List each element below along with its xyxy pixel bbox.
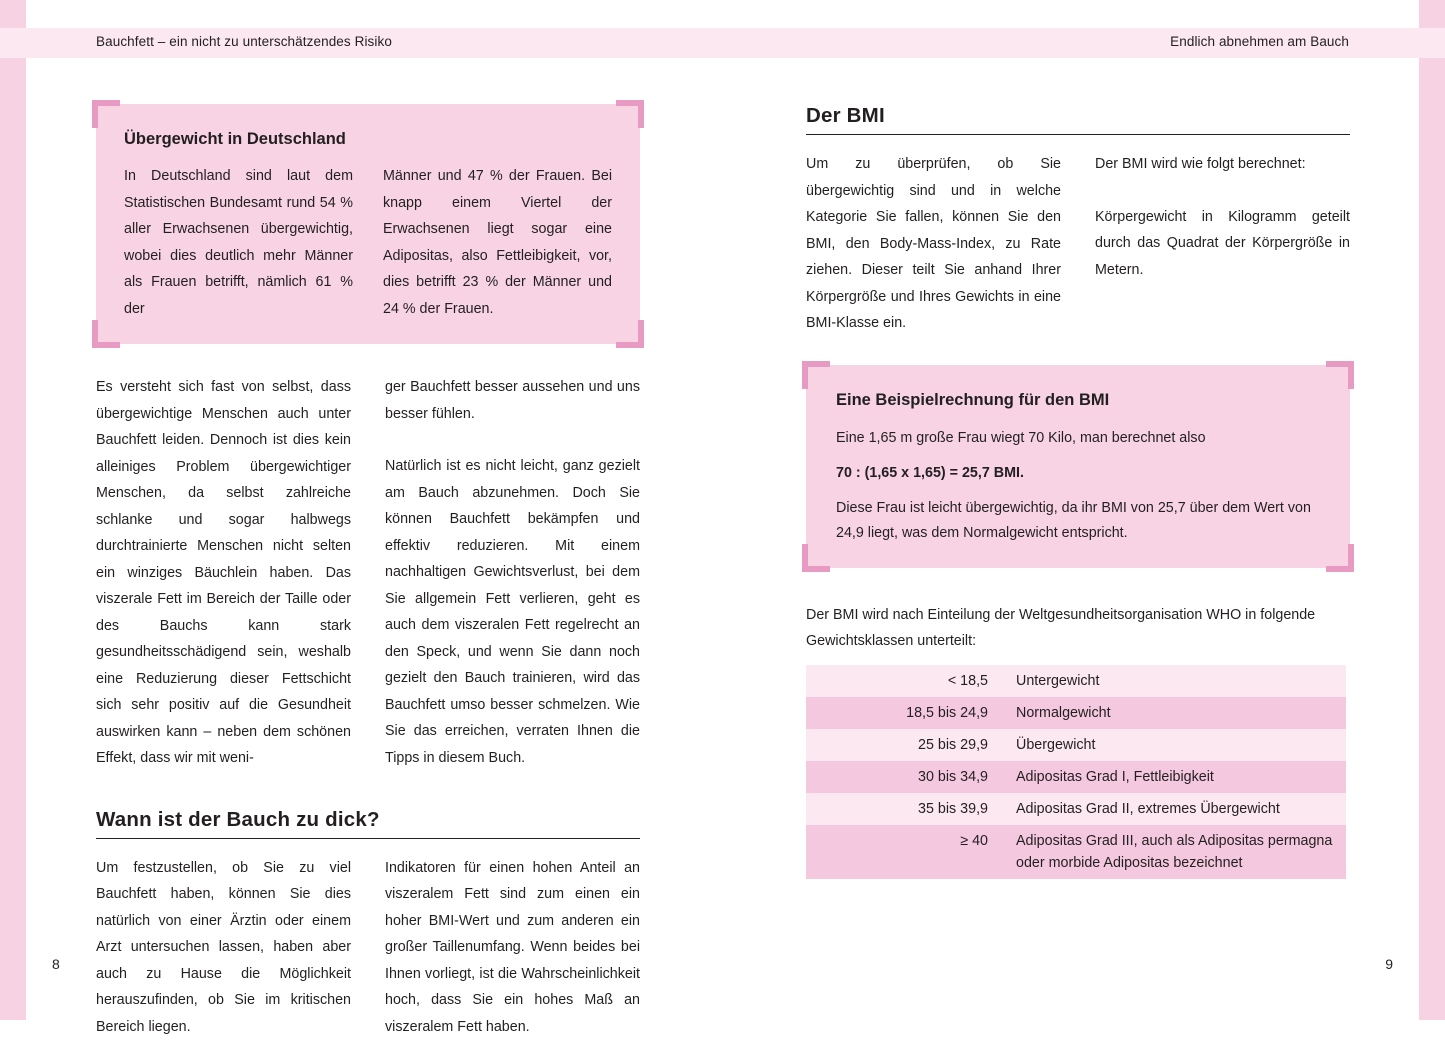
table-cell-range: 30 bis 34,9 xyxy=(806,761,1006,793)
bmi-text-column-2 xyxy=(1095,151,1350,337)
intro-text-column-2 xyxy=(385,374,640,772)
section-text-column-2: Indikatoren für einen hohen Anteil an viszeralem Fett sind zum einen ein hoher BMI-Wert und zum anderen ein großer Taillenumfang. Wenn beides bei Ihnen vorliegt, ist die Wahrscheinlichkeit hoch, dass Sie ein hohes Maß an viszeralem Fett haben. xyxy=(385,855,640,1040)
table-cell-range: 18,5 bis 24,9 xyxy=(806,697,1006,729)
corner-bracket-icon xyxy=(802,361,830,389)
table-cell-range: ≥ 40 xyxy=(806,825,1006,879)
callout-text-column-2: Männer und 47 % der Frauen. Bei knapp einem Viertel der Erwachsenen liegt sogar eine Adipositas, also Fettleibigkeit, vor, dies betrifft 23 % der Männer und 24 % der Frauen. xyxy=(383,163,612,322)
callout-title: Eine Beispielrechnung für den BMI xyxy=(836,391,1320,410)
corner-bracket-icon xyxy=(616,100,644,128)
table-row xyxy=(806,697,1346,729)
corner-bracket-icon xyxy=(1326,544,1354,572)
table-cell-range: 35 bis 39,9 xyxy=(806,793,1006,825)
section-body-columns xyxy=(96,855,640,1040)
section-der-bmi xyxy=(806,104,1350,337)
section-rule xyxy=(806,134,1350,135)
callout-line-2: Diese Frau ist leicht übergewichtig, da ihr BMI von 25,7 über dem Wert von 24,9 liegt, was dem Normalgewicht entspricht. xyxy=(836,496,1320,546)
callout-uebergewicht-in-deutschland xyxy=(96,104,640,344)
page-number-left: 8 xyxy=(52,956,60,972)
running-header-right: Endlich abnehmen am Bauch xyxy=(1170,34,1349,49)
table-cell-label: Untergewicht xyxy=(1006,665,1346,697)
page-number-right: 9 xyxy=(1385,956,1393,972)
table-cell-range: < 18,5 xyxy=(806,665,1006,697)
section-rule xyxy=(96,838,640,839)
page-edge-left xyxy=(0,0,26,1020)
corner-bracket-icon xyxy=(92,320,120,348)
left-page-column xyxy=(96,104,640,1040)
table-cell-range: 25 bis 29,9 xyxy=(806,729,1006,761)
table-row xyxy=(806,761,1346,793)
bmi-table-intro: Der BMI wird nach Einteilung der Weltgesundheitsorganisation WHO in folgende Gewichtsklassen unterteilt: xyxy=(806,602,1350,655)
callout-text-column-1: In Deutschland sind laut dem Statistischen Bundesamt rund 54 % aller Erwachsenen übergewichtig, wobei dies deutlich mehr Männer als Frauen betrifft, nämlich 61 % der xyxy=(124,163,353,322)
bmi-text-column-2-paragraph-2: Körpergewicht in Kilogramm geteilt durch das Quadrat der Körpergröße in Metern. xyxy=(1095,204,1350,284)
intro-text-column-2-paragraph-2: Natürlich ist es nicht leicht, ganz gezielt am Bauch abzunehmen. Doch Sie können Bauchfett bekämpfen und effektiv reduzieren. Mit einem nachhaltigen Gewichtsverlust, bei dem Sie allgemein Fett verlieren, geht es auch dem viszeralen Fett regelrecht an den Speck, und wenn Sie dann noch gezielt den Bauch trainieren, wird das Bauchfett umso besser schmelzen. Wie Sie das erreichen, verraten Ihnen die Tipps in diesem Buch. xyxy=(385,453,640,771)
bmi-text-column-1: Um zu überprüfen, ob Sie übergewichtig sind und in welche Kategorie Sie fallen, können Sie den BMI, den Body-Mass-Index, zu Rate ziehen. Dieser teilt Sie anhand Ihrer Körpergröße und Ihres Gewichts in eine BMI-Klasse ein. xyxy=(806,151,1061,337)
table-cell-label: Übergewicht xyxy=(1006,729,1346,761)
page-edge-right xyxy=(1419,0,1445,1020)
callout-title: Übergewicht in Deutschland xyxy=(124,130,612,149)
right-page-column xyxy=(806,104,1350,879)
table-cell-label: Adipositas Grad II, extremes Übergewicht xyxy=(1006,793,1346,825)
intro-body-columns xyxy=(96,374,640,772)
table-row xyxy=(806,729,1346,761)
intro-text-column-2-paragraph-1: ger Bauchfett besser aussehen und uns besser fühlen. xyxy=(385,374,640,427)
callout-columns xyxy=(124,163,612,322)
callout-beispielrechnung-bmi xyxy=(806,365,1350,568)
section-text-column-1: Um festzustellen, ob Sie zu viel Bauchfett haben, können Sie dies natürlich von einer Ärztin oder einem Arzt untersuchen lassen, haben aber auch zu Hause die Möglichkeit herauszufinden, ob Sie im kritischen Bereich liegen. xyxy=(96,855,351,1040)
corner-bracket-icon xyxy=(616,320,644,348)
table-cell-label: Adipositas Grad III, auch als Adipositas permagna oder morbide Adipositas bezeichnet xyxy=(1006,825,1346,879)
table-cell-label: Adipositas Grad I, Fettleibigkeit xyxy=(1006,761,1346,793)
section-body-columns xyxy=(806,151,1350,337)
callout-formula: 70 : (1,65 x 1,65) = 25,7 BMI. xyxy=(836,461,1320,486)
callout-line-1: Eine 1,65 m große Frau wiegt 70 Kilo, man berechnet also xyxy=(836,426,1320,451)
table-row xyxy=(806,665,1346,697)
section-heading: Der BMI xyxy=(806,104,1350,128)
table-row xyxy=(806,825,1346,879)
bmi-categories-table xyxy=(806,665,1346,879)
table-cell-label: Normalgewicht xyxy=(1006,697,1346,729)
corner-bracket-icon xyxy=(1326,361,1354,389)
corner-bracket-icon xyxy=(92,100,120,128)
section-wann-ist-der-bauch-zu-dick xyxy=(96,808,640,1040)
section-heading: Wann ist der Bauch zu dick? xyxy=(96,808,640,832)
table-row xyxy=(806,793,1346,825)
running-header-left: Bauchfett – ein nicht zu unterschätzendes Risiko xyxy=(96,34,392,49)
bmi-text-column-2-paragraph-1: Der BMI wird wie folgt berechnet: xyxy=(1095,151,1350,178)
corner-bracket-icon xyxy=(802,544,830,572)
intro-text-column-1: Es versteht sich fast von selbst, dass übergewichtige Menschen auch unter Bauchfett leiden. Dennoch ist dies kein alleiniges Problem übergewichtiger Menschen, da selbst zahlreiche schlanke und sogar halbwegs durchtrainierte Menschen nicht selten ein winziges Bäuchlein haben. Das viszerale Fett im Bereich der Taille oder des Bauchs kann stark gesundheitsschädigend sein, weshalb eine Reduzierung dieser Fettschicht sich sehr positiv auf die Gesundheit auswirken kann – neben dem schönen Effekt, dass wir mit weni- xyxy=(96,374,351,772)
